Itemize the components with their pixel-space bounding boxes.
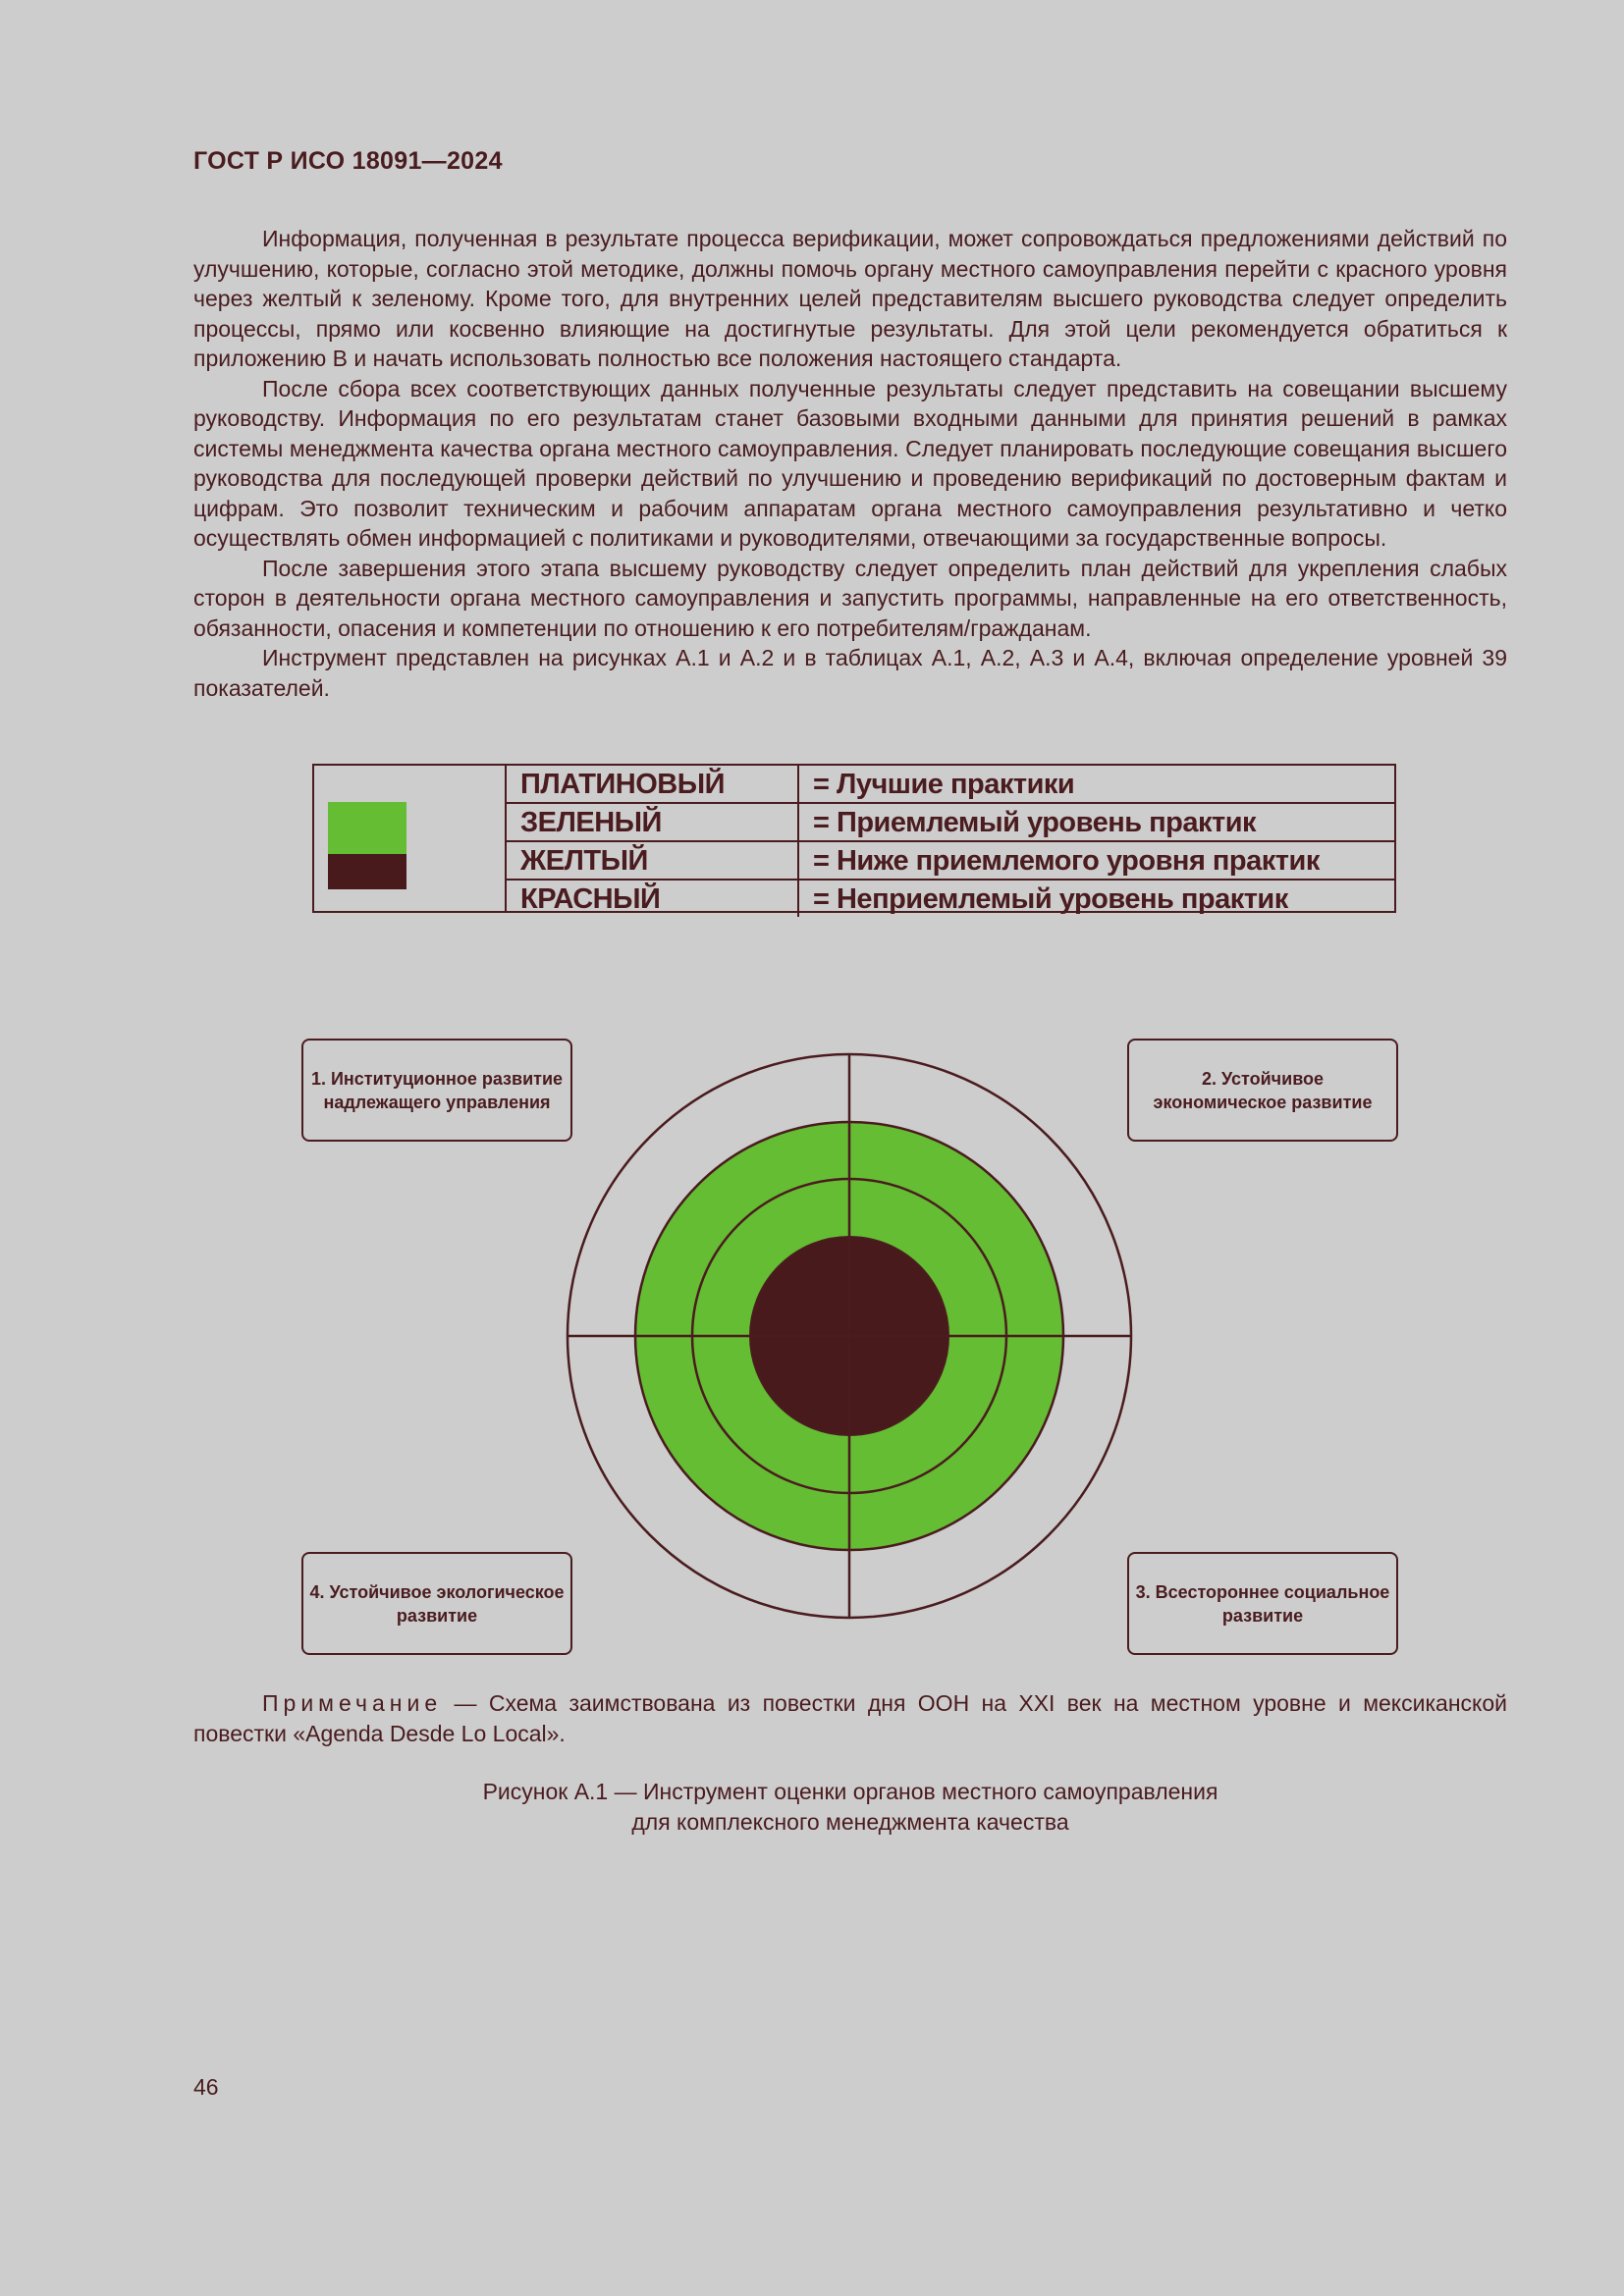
legend-level: ПЛАТИНОВЫЙ [507,766,798,803]
paragraph: После сбора всех соответствующих данных полученные результаты следует представить на совещании высшему руководству. Информация по его результатам станет базовыми входными данными для принятия решений в рамках системы менеджмента качества органа местного самоуправления. Следует планировать последующие совещания высшего руководства для последующей проверки действий по улучшению и проведению верификаций по достоверным фактам и цифрам. Это позволит техническим и рабочим аппаратам органа местного самоуправления результативно и четко осуществлять обмен информацией с политиками и руководителями, отвечающими за государственные вопросы. [193,375,1507,551]
page-number: 46 [193,2074,219,2100]
legend-level: КРАСНЫЙ [507,880,798,917]
legend-level: ЖЕЛТЫЙ [507,841,798,880]
legend-meaning: = Лучшие практики [798,766,1396,803]
paragraph: Инструмент представлен на рисунках А.1 и А.2 и в таблицах А.1, А.2, А.3 и А.4, включая определение уровней 39 показателей. [193,645,1507,701]
caption-line: для комплексного менеджмента качества [631,1808,1069,1835]
quadrant-box-2: 2. Устойчивое экономическое развитие [1127,1039,1398,1142]
note-label: Примечание [262,1690,443,1716]
legend-meaning: = Приемлемый уровень практик [798,803,1396,841]
note-text: — Схема заимствована из повестки дня ООН на XXI век на местном уровне и мексиканской повестки «Agenda Desde Lo Local». [193,1690,1507,1746]
figure-caption [193,1777,1507,1837]
paragraph: Информация, полученная в результате процесса верификации, может сопровождаться предложениями действий по улучшению, которые, согласно этой методике, должны помочь органу местного самоуправления перейти с красного уровня через желтый к зеленому. Кроме того, для внутренних целей представителям высшего руководства следует определить процессы, прямо или косвенно влияющие на достигнутые результаты. Для этой цели рекомендуется обратиться к приложению В и начать использовать полностью все положения настоящего стандарта. [193,226,1507,371]
legend-level: ЗЕЛЕНЫЙ [507,803,798,841]
quadrant-box-1: 1. Институционное развитие надлежащего управления [301,1039,572,1142]
paragraph: После завершения этого этапа высшему руководству следует определить план действий для укрепления слабых сторон в деятельности органа местного самоуправления и запустить программы, направленные на его ответственность, обязанности, опасения и компетенции по отношению к его потребителям/гражданам. [193,555,1507,641]
quadrant-box-4: 4. Устойчивое экологическое развитие [301,1552,572,1655]
legend-meaning: = Неприемлемый уровень практик [813,882,1288,915]
document-header: ГОСТ Р ИСО 18091—2024 [193,147,503,175]
figure-note [193,1688,1507,1748]
quadrant-box-3: 3. Всестороннее социальное развитие [1127,1552,1398,1655]
legend-meaning: = Ниже приемлемого уровня практик [798,841,1396,880]
caption-line: Рисунок А.1 — Инструмент оценки органов местного самоуправления [482,1779,1218,1804]
